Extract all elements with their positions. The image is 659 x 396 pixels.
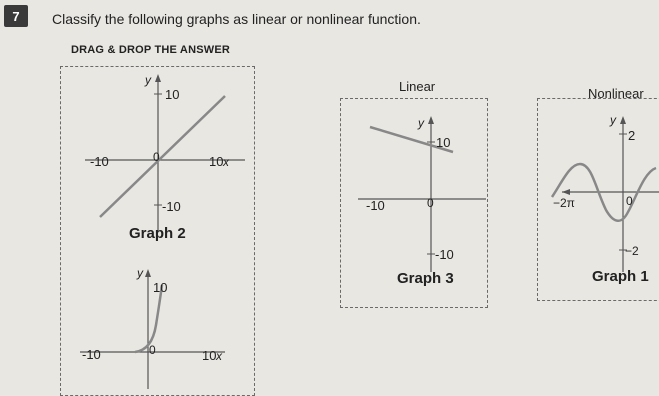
graph-2-plot	[85, 72, 245, 232]
x-max-label: 10	[209, 154, 224, 169]
x-axis-label: x	[216, 349, 222, 363]
graph-4-plot	[80, 265, 240, 389]
origin-label: 0	[427, 196, 434, 210]
y-max-label: 10	[165, 87, 180, 102]
linear-label: Linear	[399, 79, 436, 94]
origin-label: 0	[149, 343, 156, 357]
graph-1-plot	[548, 112, 659, 272]
x-arrow-icon	[562, 189, 570, 195]
y-arrow-icon	[620, 116, 626, 124]
question-number: 7	[4, 5, 28, 27]
y-min-label: -10	[162, 199, 181, 214]
instruction-text: DRAG & DROP THE ANSWER	[71, 44, 231, 56]
x-min-label: -10	[366, 198, 385, 213]
graph-3-plot	[358, 112, 486, 272]
graph-4-card[interactable]	[80, 265, 240, 389]
y-min-label: -10	[435, 247, 454, 262]
graph-3-title: Graph 3	[397, 270, 454, 287]
x-min-label: −2π	[553, 196, 575, 210]
x-axis-label: x	[223, 155, 229, 169]
y-arrow-icon	[145, 269, 151, 277]
question-prompt: Classify the following graphs as linear or nonlinear function.	[52, 11, 421, 27]
y-max-label: 10	[153, 280, 168, 295]
y-axis-label: y	[137, 266, 143, 280]
graph-2-title: Graph 2	[129, 225, 186, 242]
x-min-label: -10	[90, 154, 109, 169]
nonlinear-label: Nonlinear	[588, 86, 644, 101]
y-min-label: −2	[625, 244, 639, 258]
graph-3-card[interactable]	[358, 112, 486, 272]
x-max-label: 10	[202, 348, 217, 363]
graph-1-title: Graph 1	[592, 268, 649, 285]
y-axis-label: y	[610, 113, 616, 127]
x-min-label: -10	[82, 347, 101, 362]
graph-2-card[interactable]	[85, 72, 245, 232]
origin-label: 0	[626, 194, 633, 208]
y-axis-label: y	[145, 73, 151, 87]
origin-label: 0	[153, 150, 160, 164]
y-max-label: 10	[436, 135, 451, 150]
y-arrow-icon	[155, 74, 161, 82]
y-arrow-icon	[428, 116, 434, 124]
graph-1-card[interactable]	[548, 112, 659, 272]
y-max-label: 2	[628, 128, 636, 143]
y-axis-label: y	[418, 116, 424, 130]
